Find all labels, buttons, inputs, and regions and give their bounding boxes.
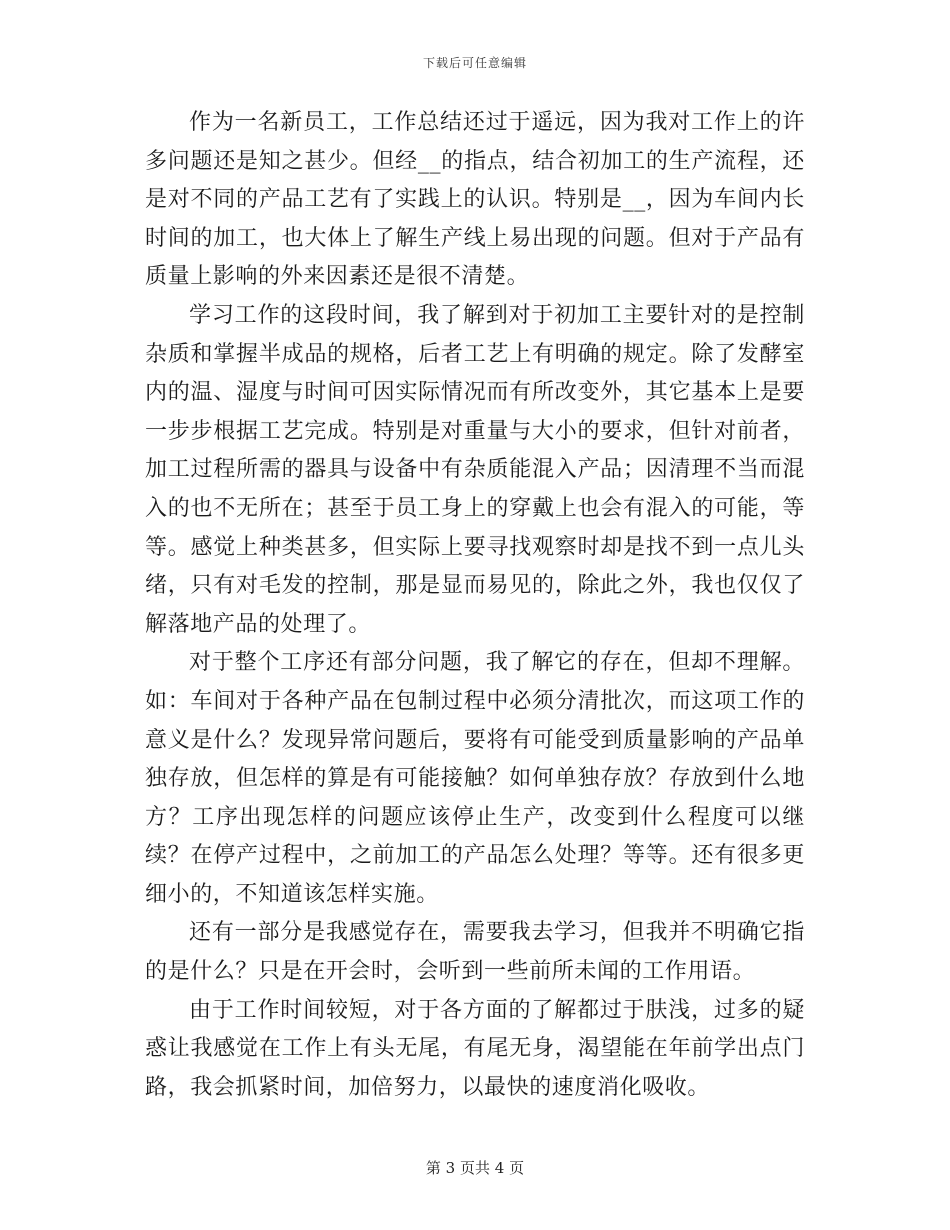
paragraph: 由于工作时间较短，对于各方面的了解都过于肤浅，过多的疑惑让我感觉在工作上有头无尾，有尾无身，渴望能在年前学出点门路，我会抓紧时间，加倍努力，以最快的速度消化吸收。 bbox=[145, 997, 805, 1100]
paragraph: 作为一名新员工，工作总结还过于遥远，因为我对工作上的许多问题还是知之甚少。但经__的指点，结合初加工的生产流程，还是对不同的产品工艺有了实践上的认识。特别是__，因为车间内长时间的加工，也大体上了解生产线上易出现的问题。但对于产品有质量上影响的外来因素还是很不清楚。 bbox=[145, 110, 805, 290]
page-number: 第 3 页共 4 页 bbox=[425, 1159, 525, 1177]
paragraph: 还有一部分是我感觉存在，需要我去学习，但我并不明确它指的是什么？只是在开会时，会听到一些前所未闻的工作用语。 bbox=[145, 920, 805, 985]
header-note: 下载后可任意编辑 bbox=[422, 56, 527, 70]
document-body bbox=[145, 104, 805, 1107]
paragraph: 学习工作的这段时间，我了解到对于初加工主要针对的是控制杂质和掌握半成品的规格，后者工艺上有明确的规定。除了发酵室内的温、湿度与时间可因实际情况而有所改变外，其它基本上是要一步步根据工艺完成。特别是对重量与大小的要求，但针对前者，加工过程所需的器具与设备中有杂质能混入产品；因清理不当而混入的也不无所在；甚至于员工身上的穿戴上也会有混入的可能，等等。感觉上种类甚多，但实际上要寻找观察时却是找不到一点儿头绪，只有对毛发的控制，那是显而易见的，除此之外，我也仅仅了解落地产品的处理了。 bbox=[145, 302, 805, 637]
paragraph: 对于整个工序还有部分问题，我了解它的存在，但却不理解。如：车间对于各种产品在包制过程中必须分清批次，而这项工作的意义是什么？发现异常问题后，要将有可能受到质量影响的产品单独存放，但怎样的算是有可能接触？如何单独存放？存放到什么地方？工序出现怎样的问题应该停止生产，改变到什么程度可以继续？在停产过程中，之前加工的产品怎么处理？等等。还有很多更细小的，不知道该怎样实施。 bbox=[145, 650, 805, 907]
